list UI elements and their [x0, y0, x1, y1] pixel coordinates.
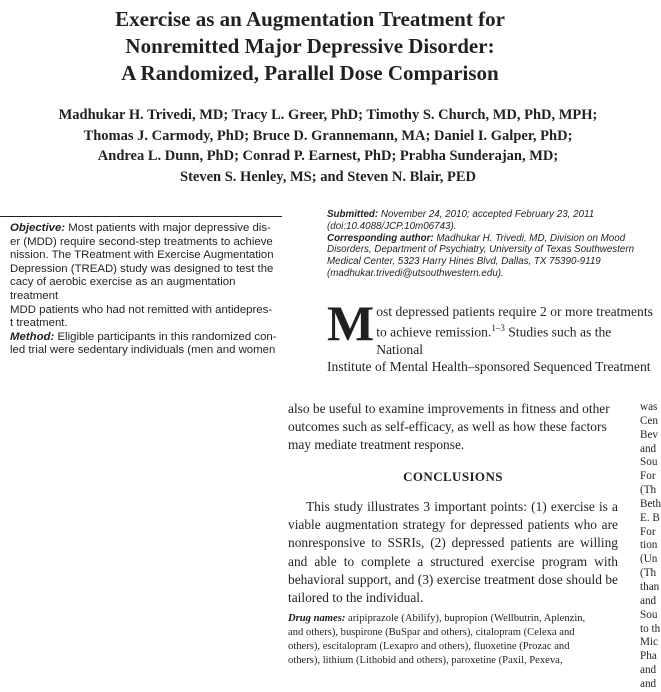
fragment: For	[640, 525, 656, 538]
intro-line: ost depressed patients require 2 or more treatments	[376, 304, 653, 319]
fragment: Sou	[640, 456, 658, 469]
abstract-line: nission. The TReatment with Exercise Augmentation	[10, 249, 274, 262]
body-line: also be useful to examine improvements in fitness and other	[288, 401, 610, 416]
conclusions-heading: CONCLUSIONS	[403, 469, 503, 484]
body-line: may mediate treatment response.	[288, 437, 465, 452]
title-line: A Randomized, Parallel Dose Comparison	[121, 61, 499, 85]
doi: (doi:10.4088/JCP.10m06743).	[327, 220, 457, 232]
fragment: E. B	[640, 511, 660, 524]
body-line: outcomes such as self-efficacy, as well as how these factors	[288, 419, 607, 434]
method-label: Method:	[10, 330, 55, 343]
right-column-fragments	[640, 401, 660, 692]
drug-names-label: Drug names:	[288, 613, 346, 624]
abstract-objective	[10, 222, 282, 236]
fragment: than	[640, 580, 660, 593]
fragment: and	[640, 442, 657, 455]
conclusions-paragraph: This study illustrates 3 important points: (1) exercise is a viable augmentation strategy for depressed patients who are nonresponsive to SSRIs, (2) depressed patients are willing and able to complete a structured exercise program with behavioral support, and (3) exercise treatment dose should be tailored to the individual.	[288, 499, 618, 606]
fragment: For	[640, 470, 656, 483]
objective-text: Most patients with major depressive dis-	[65, 222, 271, 234]
abstract	[10, 222, 282, 366]
abstract-method	[10, 331, 282, 345]
submitted-date: November 24, 2010; accepted February 23, 2011	[378, 209, 595, 220]
drug-line	[288, 612, 618, 626]
objective-label: Objective:	[10, 222, 66, 234]
corresponding-label: Corresponding author:	[327, 232, 434, 244]
fragment: Mic	[640, 636, 659, 649]
title-line: Nonremitted Major Depressive Disorder:	[125, 34, 495, 58]
author-line: Andrea L. Dunn, PhD; Conrad P. Earnest, PhD; Prabha Sunderajan, MD;	[97, 148, 559, 164]
abstract-line: cacy of aerobic exercise as an augmentation treatment	[10, 276, 236, 302]
drug-line: others), lithium (Lithobid and others), paroxetine (Paxil, Pexeva,	[288, 655, 563, 666]
abstract-line: Depression (TREAD) study was designed to test the	[10, 262, 274, 275]
fragment: to th	[640, 622, 661, 635]
corresponding-address: Disorders, Department of Psychiatry, University of Texas Southwestern	[327, 244, 635, 256]
fragment: (Un	[640, 553, 658, 566]
drop-cap: M	[327, 295, 375, 351]
author-list	[0, 105, 656, 187]
fragment: Cen	[640, 414, 659, 427]
author-line: Madhukar H. Trivedi, MD; Tracy L. Greer, PhD; Timothy S. Church, MD, PhD, MPH;	[58, 107, 598, 123]
drug-line: and others), buspirone (BuSpar and others), citalopram (Celexa and	[288, 627, 575, 638]
corresponding-text: Madhukar H. Trivedi, MD, Division on Mood	[433, 232, 626, 244]
fragment: (Th	[640, 567, 657, 580]
corresponding-address: Medical Center, 5323 Harry Hines Blvd, Dallas, TX 75390-9119	[327, 256, 601, 268]
author-line: Steven S. Henley, MS; and Steven N. Blair, PED	[180, 168, 476, 185]
fragment: and	[640, 677, 657, 690]
abstract-line: led trial were sedentary individuals (men and women	[10, 344, 276, 357]
fragment: and	[640, 594, 657, 607]
article-title	[0, 6, 620, 87]
drug-text: aripiprazole (Abilify), bupropion (Wellbutrin, Aplenzin,	[345, 613, 586, 624]
method-text: Eligible participants in this randomized con-	[54, 330, 277, 343]
abstract-divider	[0, 216, 282, 217]
fragment: Bev	[640, 428, 659, 441]
discussion-text	[288, 400, 628, 454]
submitted-label: Submitted:	[327, 209, 379, 220]
intro-paragraph	[327, 295, 657, 375]
fragment: tion	[640, 539, 658, 552]
fragment: Pha	[640, 650, 657, 663]
fragment: (Th	[640, 484, 657, 497]
abstract-line: t treatment.	[10, 317, 68, 330]
fragment: was	[640, 401, 658, 413]
author-line: Thomas J. Carmody, PhD; Bruce D. Grannemann, MA; Daniel I. Galper, PhD;	[83, 127, 573, 144]
intro-line: Institute of Mental Health–sponsored Sequenced Treatment	[327, 359, 651, 375]
intro-text: Studies such as the National	[376, 324, 612, 357]
fragment: and	[640, 664, 657, 677]
corresponding-line	[327, 233, 657, 245]
submitted-line	[327, 209, 657, 221]
title-line: Exercise as an Augmentation Treatment for	[115, 7, 505, 31]
abstract-line: er (MDD) require second-step treatments to achieve	[10, 235, 273, 248]
citation-superscript: 1–3	[491, 323, 505, 334]
abstract-line: MDD patients who had not remitted with antidepres-	[10, 303, 273, 316]
intro-text: to achieve remission.	[376, 324, 492, 340]
submission-info	[327, 209, 657, 280]
fragment: Beth	[640, 497, 661, 510]
drug-line: others), escitalopram (Lexapro and others), fluoxetine (Prozac and	[288, 641, 570, 652]
corresponding-email: (madhukar.trivedi@utsouthwestern.edu).	[327, 267, 504, 279]
intro-line	[327, 320, 657, 358]
fragment: Sou	[640, 608, 658, 621]
drug-names	[288, 612, 618, 668]
